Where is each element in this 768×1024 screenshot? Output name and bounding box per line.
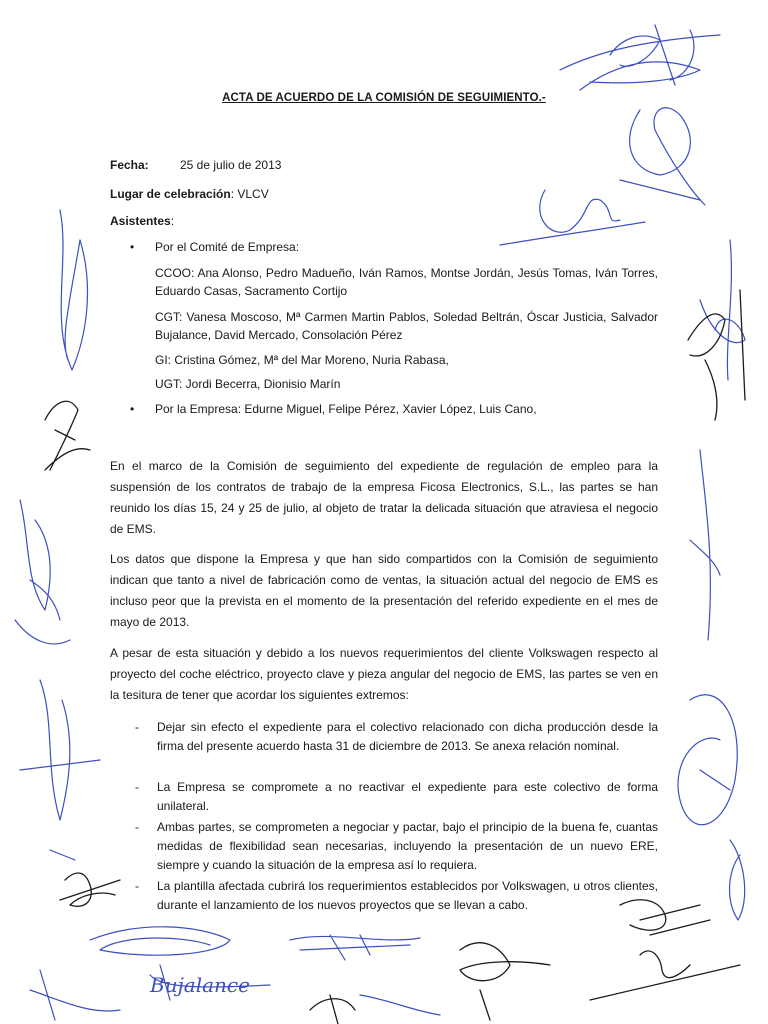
- list-item-text: Ambas partes, se comprometen a negociar y pactar, bajo el principio de la buena fe, cuantas medidas de flexibilidad sean necesarias, incluyendo la presentación de un nuevo ERE, siempre y cuando la situación de la empresa así lo requiera.: [157, 820, 658, 872]
- signature-left-3: [20, 680, 100, 860]
- bullet-dot: •: [130, 402, 135, 416]
- signature-right-6: [730, 840, 745, 920]
- cgt-members: CGT: Vanesa Moscoso, Mª Carmen Martin Pablos, Soledad Beltrán, Óscar Justicia, Salvador Bujalance, David Mercado, Consolación Pérez: [155, 310, 658, 342]
- asistentes-label: Asistentes: [110, 214, 171, 228]
- signature-top-right: [560, 25, 720, 90]
- signature-right-4: [690, 450, 720, 640]
- comite-label: Por el Comité de Empresa:: [155, 240, 300, 254]
- asistentes-colon: :: [170, 214, 175, 228]
- paragraph-3: A pesar de esta situación y debido a los nuevos requerimientos del cliente Volkswagen respecto al proyecto del coche eléctrico, proyecto clave y pieza angular del negocio de EMS, las partes se ven en la tesitura de tener que acordar los siguientes extremos:: [110, 646, 658, 702]
- lugar-value: : VLCV: [230, 187, 269, 201]
- signature-bottom-3: [150, 965, 270, 1000]
- signature-left-1: [60, 210, 88, 370]
- document-title: ACTA DE ACUERDO DE LA COMISIÓN DE SEGUIMIENTO.-: [222, 92, 546, 104]
- paragraph-2: Los datos que dispone la Empresa y que han sido compartidos con la Comisión de seguimiento indican que tanto a nivel de fabricación como de ventas, la situación actual del negocio de EMS es incluso peor que la prevista en el momento de la presentación del referido expediente en el mes de mayo de 2013.: [110, 552, 658, 629]
- gi-members: GI: Cristina Gómez, Mª del Mar Moreno, Nuria Rabasa,: [155, 353, 449, 367]
- list-item-text: La plantilla afectada cubrirá los requerimientos establecidos por Volkswagen, u otros clientes, durante el lanzamiento de los nuevos proyectos que se llevan a cabo.: [157, 879, 658, 912]
- signature-black-bottom-right-2: [590, 951, 740, 1000]
- signature-black-bottom-mid: [460, 943, 550, 1020]
- signature-bottom-2: [290, 935, 420, 960]
- lugar-row: [110, 187, 269, 201]
- signature-black-right-1: [688, 290, 745, 420]
- list-dash: -: [135, 720, 139, 734]
- signature-bottom-5: [360, 995, 440, 1015]
- bullet-dot: •: [130, 240, 135, 254]
- signature-right-2: [620, 108, 705, 205]
- fecha-row: [110, 158, 282, 172]
- ugt-members: UGT: Jordi Becerra, Dionisio Marín: [155, 377, 341, 391]
- signature-left-2: [15, 500, 70, 644]
- signature-bujalance: Bujalance: [150, 973, 250, 997]
- signature-black-left: [45, 401, 90, 470]
- lugar-label: Lugar de celebración: [110, 187, 231, 201]
- list-item-text: La Empresa se compromete a no reactivar el expediente para este colectivo de forma unilateral.: [157, 780, 658, 813]
- fecha-label: Fecha:: [110, 158, 149, 172]
- list-dash: -: [135, 820, 139, 834]
- signature-center-top: [500, 190, 645, 245]
- fecha-value: 25 de julio de 2013: [180, 158, 282, 172]
- list-item-text: Dejar sin efecto el expediente para el colectivo relacionado con dicha producción desde la firma del presente acuerdo hasta 31 de diciembre de 2013. Se anexa relación nominal.: [157, 720, 658, 753]
- asistentes-row: [110, 214, 174, 228]
- signature-black-bottom-left: [60, 873, 120, 906]
- paragraph-1: En el marco de la Comisión de seguimiento del expediente de regulación de empleo para la suspensión de los contratos de trabajo de la empresa Ficosa Electronics, S.L., las partes se han reunido los días 15, 24 y 25 de julio, al objeto de tratar la delicada situación que atraviesa el negocio de EMS.: [110, 459, 658, 536]
- empresa-members: Por la Empresa: Edurne Miguel, Felipe Pérez, Xavier López, Luis Cano,: [155, 402, 537, 416]
- signature-bottom-1: [90, 927, 230, 955]
- signature-right-5: [678, 695, 737, 825]
- list-dash: -: [135, 780, 139, 794]
- ccoo-members: CCOO: Ana Alonso, Pedro Madueño, Iván Ramos, Montse Jordán, Jesús Tomas, Iván Torres, Eduardo Casas, Sacramento Cortijo: [155, 266, 658, 298]
- signature-bottom-4: [30, 970, 120, 1020]
- signature-black-bottom-3: [310, 995, 355, 1024]
- signature-right-3: [700, 240, 745, 380]
- list-dash: -: [135, 879, 139, 893]
